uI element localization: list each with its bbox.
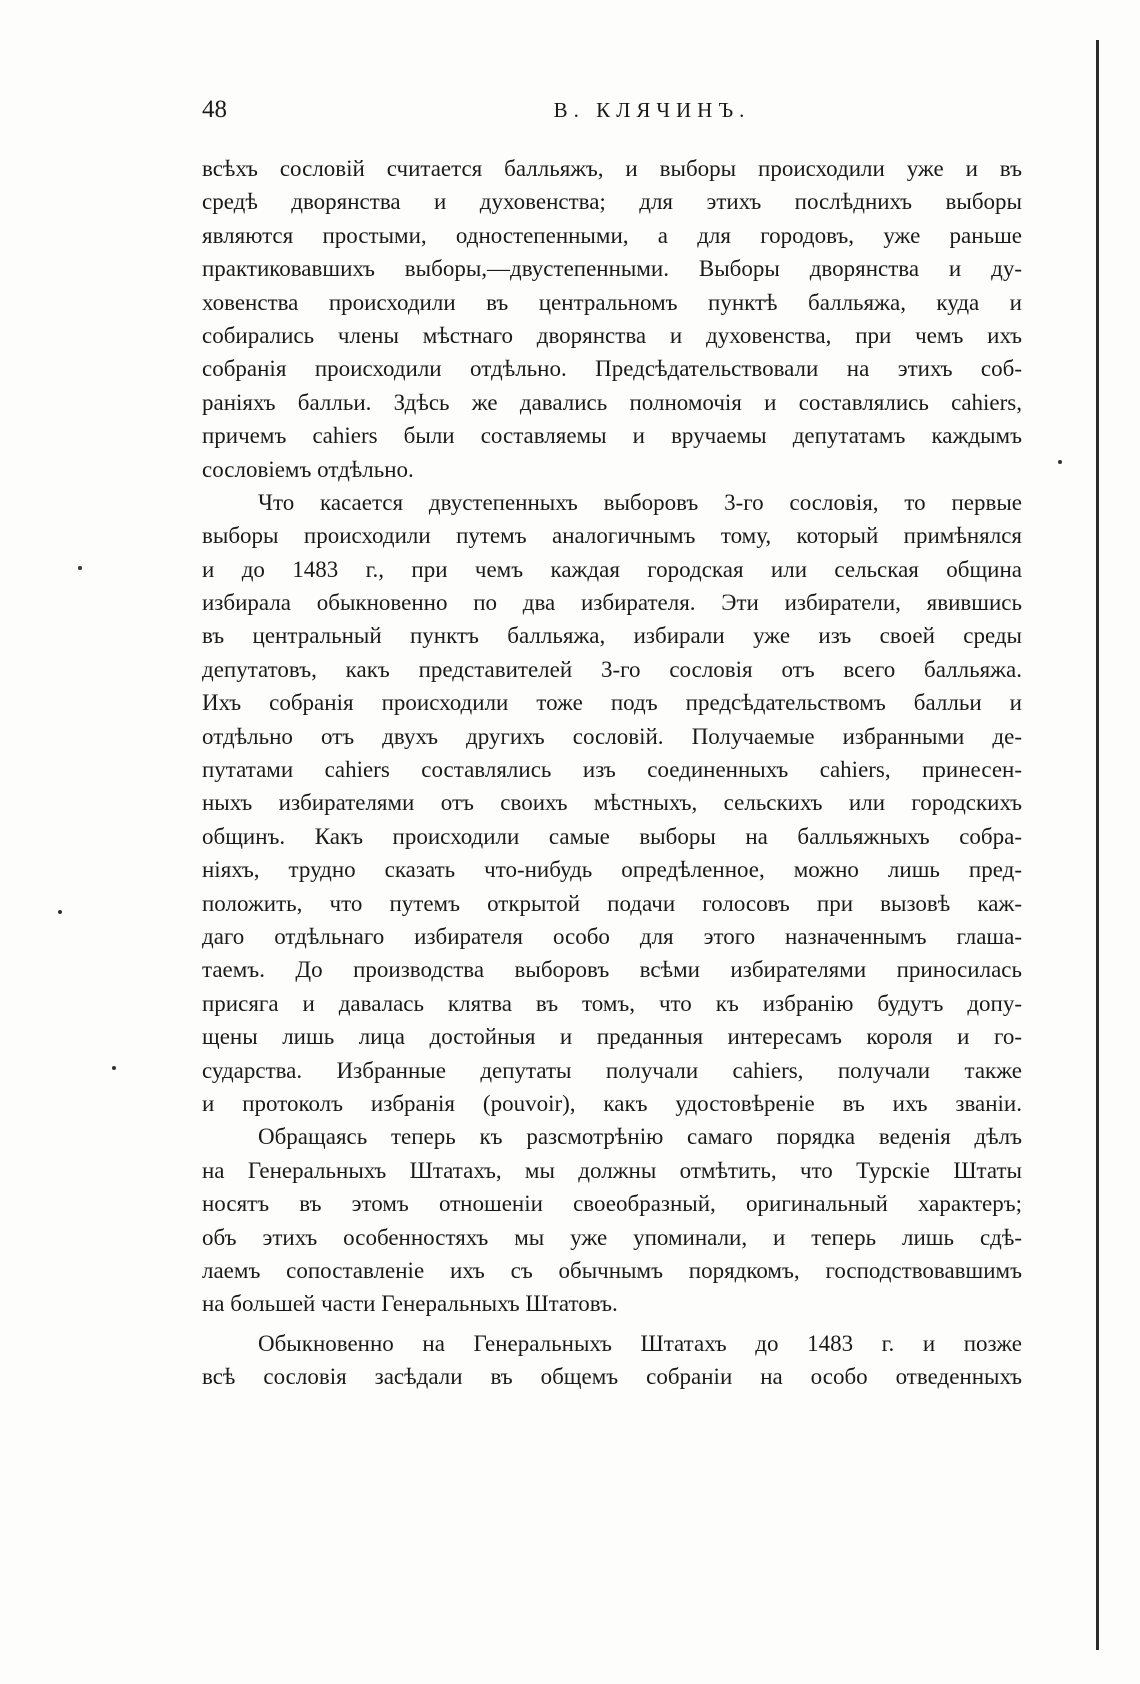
text-line: ніяхъ, трудно сказать что-нибудь опредѣленное, можно лишь пред- (202, 857, 1022, 883)
text-line: собирались члены мѣстнаго дворянства и духовенства, при чемъ ихъ (202, 322, 1022, 348)
text-line: путатами cahiers составлялись изъ соединенныхъ cahiers, принесен- (202, 757, 1022, 783)
text-line: сословіемъ отдѣльно. (202, 456, 414, 482)
text-line: Что касается двустепенныхъ выборовъ 3-го сословія, то первые (258, 489, 1022, 515)
text-line: носятъ въ этомъ отношеніи своеобразный, оригинальный характеръ; (202, 1191, 1022, 1217)
text-line: депутатовъ, какъ представителей 3-го сословія отъ всего балльяжа. (202, 656, 1022, 682)
text-line: и протоколъ избранія (pouvoir), какъ удостовѣреніе въ ихъ званіи. (202, 1090, 1022, 1116)
page-edge-rule (1096, 40, 1099, 1650)
text-line: сударства. Избранные депутаты получали cahiers, получали также (202, 1057, 1022, 1083)
text-line: собранія происходили отдѣльно. Предсѣдательствовали на этихъ соб- (202, 356, 1022, 382)
page-number: 48 (202, 96, 227, 123)
scan-speck (1058, 460, 1062, 464)
text-line: и до 1483 г., при чемъ каждая городская или сельская община (202, 556, 1022, 582)
text-line: Обыкновенно на Генеральныхъ Штатахъ до 1483 г. и позже (258, 1330, 1022, 1356)
text-line: всѣхъ сословій считается балльяжъ, и выборы происходили уже и въ (202, 156, 1022, 181)
text-line: щены лишь лица достойныя и преданныя интересамъ короля и го- (202, 1024, 1022, 1050)
text-line: Обращаясь теперь къ разсмотрѣнію самаго порядка веденія дѣлъ (258, 1124, 1022, 1150)
paragraph-3 (202, 1120, 1022, 1320)
text-line: лаемъ сопоставленіе ихъ съ обычнымъ порядкомъ, господствовавшимъ (202, 1257, 1022, 1283)
scan-speck (58, 910, 62, 914)
scan-speck (78, 566, 82, 570)
text-line: всѣ сословія засѣдали въ общемъ собраніи на особо отведенныхъ (202, 1364, 1022, 1390)
text-line: выборы происходили путемъ аналогичнымъ тому, который примѣнялся (202, 523, 1022, 549)
text-line: причемъ cahiers были составляемы и вручаемы депутатамъ каждымъ (202, 423, 1022, 449)
text-line: Ихъ собранія происходили тоже подъ предсѣдательствомъ балльи и (202, 690, 1022, 716)
text-line: отдѣльно отъ двухъ другихъ сословій. Получаемые избранными де- (202, 723, 1022, 749)
text-line: на большей части Генеральныхъ Штатовъ. (202, 1291, 618, 1317)
paragraph-2 (202, 486, 1022, 1120)
text-line: положить, что путемъ открытой подачи голосовъ при вызовѣ каж- (202, 890, 1022, 916)
text-line: ховенства происходили въ центральномъ пунктѣ балльяжа, куда и (202, 289, 1022, 315)
text-line: на Генеральныхъ Штатахъ, мы должны отмѣтить, что Турскіе Штаты (202, 1157, 1022, 1183)
text-line: избирала обыкновенно по два избирателя. Эти избиратели, явившись (202, 590, 1022, 616)
page-header (202, 96, 1022, 132)
text-line: практиковавшихъ выборы,—двустепенными. Выборы дворянства и ду- (202, 256, 1022, 282)
text-line: общинъ. Какъ происходили самые выборы на балльяжныхъ собра- (202, 823, 1022, 849)
running-head: В. КЛЯЧИНЪ. (553, 98, 751, 122)
paragraph-4 (202, 1327, 1022, 1394)
text-line: даго отдѣльнаго избирателя особо для этого назначеннымъ глаша- (202, 923, 1022, 949)
text-line: присяга и давалась клятва въ томъ, что къ избранію будутъ допу- (202, 990, 1022, 1016)
text-line: ныхъ избирателями отъ своихъ мѣстныхъ, сельскихъ или городскихъ (202, 790, 1022, 816)
text-line: объ этихъ особенностяхъ мы уже упоминали, и теперь лишь сдѣ- (202, 1224, 1022, 1250)
scan-speck (112, 1066, 116, 1070)
text-line: раніяхъ балльи. Здѣсь же давались полномочія и составлялись cahiers, (202, 389, 1022, 415)
text-line: средѣ дворянства и духовенства; для этихъ послѣднихъ выборы (202, 189, 1022, 215)
text-line: являются простыми, одностепенными, а для городовъ, уже раньше (202, 222, 1022, 248)
body-text (202, 152, 1022, 1393)
text-line: въ центральный пунктъ балльяжа, избирали уже изъ своей среды (202, 623, 1022, 649)
text-line: таемъ. До производства выборовъ всѣми избирателями приносилась (202, 957, 1022, 983)
paragraph-1 (202, 152, 1022, 486)
